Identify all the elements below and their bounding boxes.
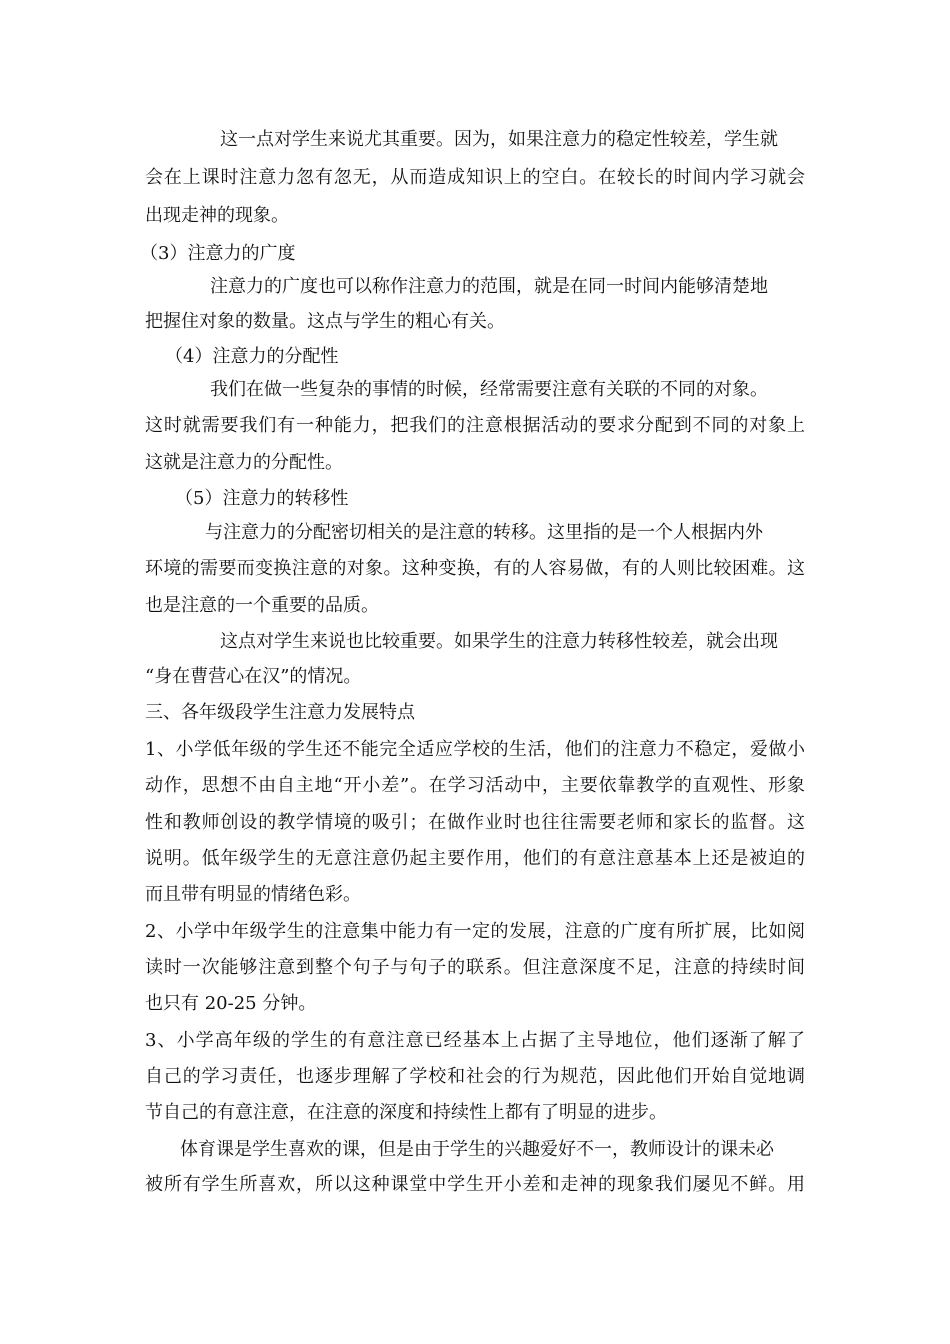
paragraph-line: 这点对学生来说也比较重要。如果学生的注意力转移性较差，就会出现	[220, 631, 778, 652]
list-item-line: 动作，思想不由自主地“开小差”。在学习活动中，主要依靠教学的直观性、形象	[145, 775, 805, 796]
paragraph-line: 体育课是学生喜欢的课，但是由于学生的兴趣爱好不一，教师设计的课未必	[180, 1139, 774, 1160]
section-heading: （5）注意力的转移性	[175, 488, 349, 509]
paragraph-line: 这时就需要我们有一种能力，把我们的注意根据活动的要求分配到不同的对象上	[145, 415, 805, 436]
section-heading: （4）注意力的分配性	[165, 346, 339, 367]
section-heading: （3）注意力的广度	[140, 243, 296, 264]
list-item-line: 2、小学中年级学生的注意集中能力有一定的发展，注意的广度有所扩展，比如阅	[145, 921, 805, 942]
paragraph-line: 环境的需要而变换注意的对象。这种变换，有的人容易做，有的人则比较困难。这	[145, 558, 805, 579]
paragraph-line: 与注意力的分配密切相关的是注意的转移。这里指的是一个人根据内外	[205, 522, 763, 543]
list-item-line: 节自己的有意注意，在注意的深度和持续性上都有了明显的进步。	[145, 1102, 667, 1123]
list-item-line: 也只有 20-25 分钟。	[145, 993, 317, 1014]
paragraph-line: 被所有学生所喜欢，所以这种课堂中学生开小差和走神的现象我们屡见不鲜。用	[145, 1174, 805, 1195]
paragraph-line: 会在上课时注意力忽有忽无，从而造成知识上的空白。在较长的时间内学习就会	[145, 167, 805, 188]
list-item-line: 而且带有明显的情绪色彩。	[145, 884, 361, 905]
paragraph-line: “身在曹营心在汉”的情况。	[145, 666, 362, 687]
list-item-line: 自己的学习责任，也逐步理解了学校和社会的行为规范，因此他们开始自觉地调	[145, 1066, 805, 1087]
paragraph-line: 把握住对象的数量。这点与学生的粗心有关。	[145, 311, 505, 332]
paragraph-line: 注意力的广度也可以称作注意力的范围，就是在同一时间内能够清楚地	[210, 276, 768, 297]
list-item-line: 1、小学低年级的学生还不能完全适应学校的生活，他们的注意力不稳定，爱做小	[145, 739, 805, 760]
paragraph-line: 这就是注意力的分配性。	[145, 452, 343, 473]
list-item-line: 读时一次能够注意到整个句子与句子的联系。但注意深度不足，注意的持续时间	[145, 957, 805, 978]
list-item-line: 性和教师创设的教学情境的吸引；在做作业时也往往需要老师和家长的监督。这	[145, 812, 805, 833]
list-item-line: 说明。低年级学生的无意注意仍起主要作用，他们的有意注意基本上还是被迫的	[145, 848, 805, 869]
paragraph-line: 我们在做一些复杂的事情的时候，经常需要注意有关联的不同的对象。	[210, 379, 768, 400]
paragraph-line: 出现走神的现象。	[145, 205, 289, 226]
paragraph-line: 也是注意的一个重要的品质。	[145, 595, 379, 616]
paragraph-line: 这一点对学生来说尤其重要。因为，如果注意力的稳定性较差，学生就	[220, 129, 778, 150]
section-heading: 三、各年级段学生注意力发展特点	[145, 702, 415, 723]
list-item-line: 3、小学高年级的学生的有意注意已经基本上占据了主导地位，他们逐渐了解了	[145, 1030, 805, 1051]
